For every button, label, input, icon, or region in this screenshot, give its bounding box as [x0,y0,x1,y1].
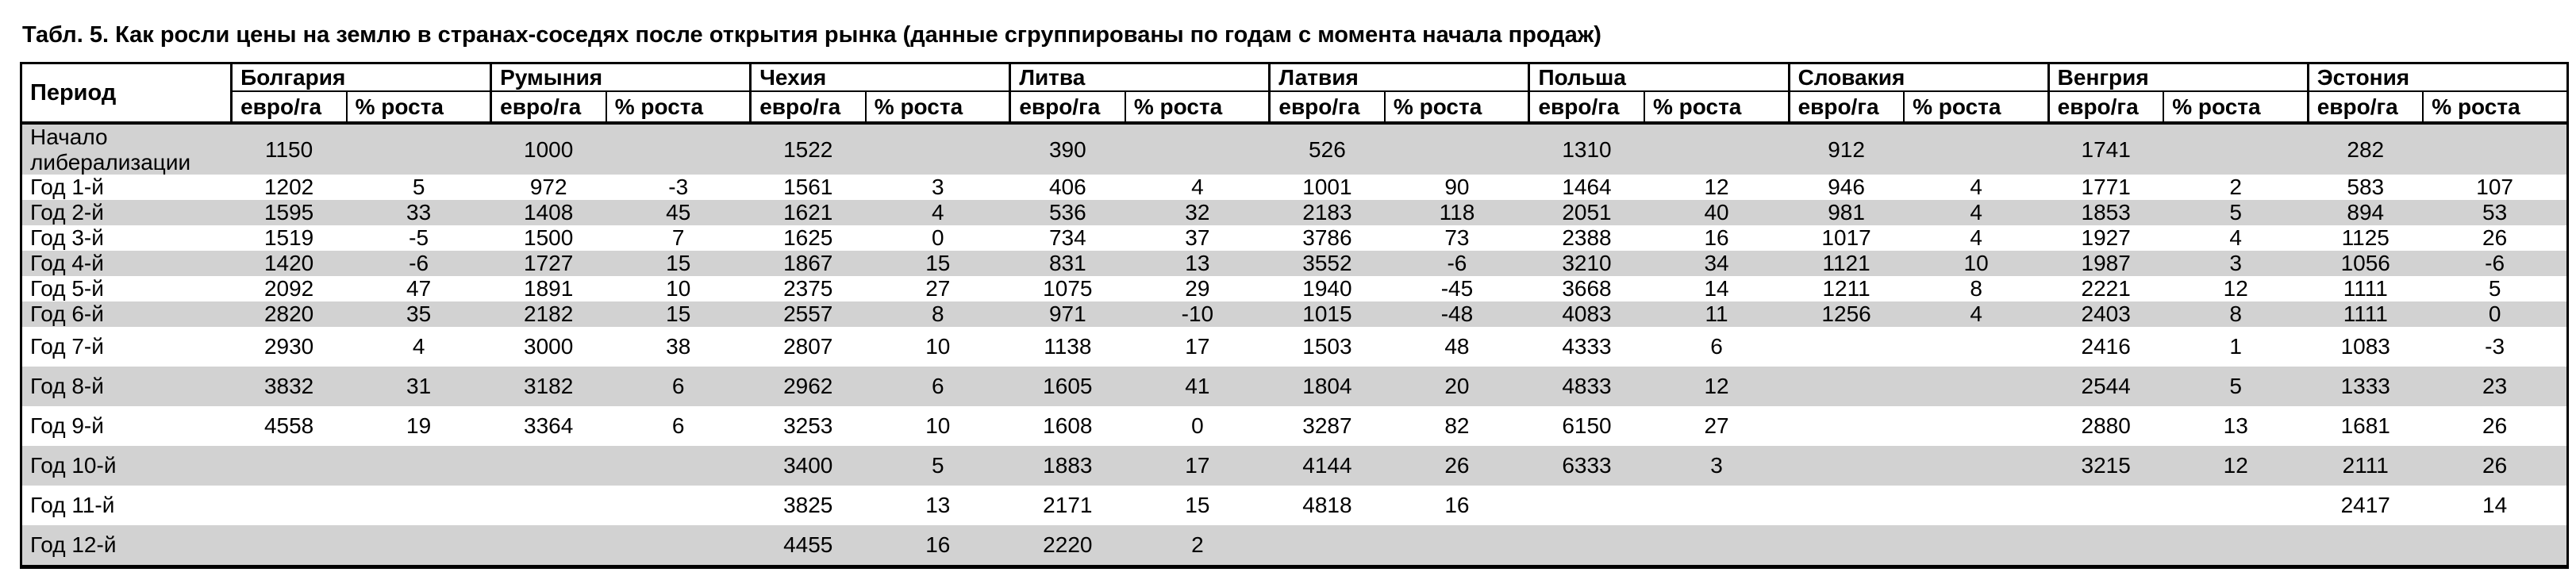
value-pct-growth: 16 [1444,493,1470,518]
value-evro-ga: 1522 [783,136,833,162]
value-evro-ga: 1001 [1302,175,1352,200]
value-evro-ga: 1608 [1043,413,1093,439]
value-evro-ga: 1310 [1562,136,1612,162]
value-evro-ga: 2403 [2081,301,2131,327]
value-pct-growth: 15 [1185,493,1210,518]
country-header: Румыния [491,63,751,92]
country-header: Венгрия [2048,63,2308,92]
value-pct-growth: 33 [406,200,432,225]
value-pct-growth [2423,123,2567,175]
value-evro-ga: 971 [1048,301,1086,327]
table-row [21,175,2568,200]
value-evro-ga: 1000 [524,136,574,162]
period-label: Год 9-й [30,413,104,439]
value-pct-growth: 4 [932,200,944,225]
value-evro-ga: 1256 [1821,301,1871,327]
value-evro-ga: 2171 [1043,493,1093,518]
value-evro-ga: 2807 [783,334,833,359]
value-pct-growth: 32 [1185,200,1210,225]
table-row [21,486,2568,525]
value-pct-growth: 8 [2229,301,2242,327]
value-evro-ga: 1727 [524,251,574,276]
value-pct-growth: 16 [1704,225,1729,251]
value-evro-ga: 2111 [2342,453,2389,478]
value-pct-growth: 13 [2223,413,2248,439]
period-label: Год 7-й [30,334,104,359]
value-pct-growth: 82 [1444,413,1470,439]
value-pct-growth: 19 [406,413,432,439]
value-pct-growth: 31 [406,374,432,399]
value-evro-ga: 1056 [2340,251,2390,276]
value-evro-ga: 3210 [1562,251,1612,276]
table-row [21,276,2568,301]
value-pct-growth: 3 [1710,453,1723,478]
value-evro-ga: 831 [1048,251,1086,276]
subheader-pct-growth: % роста [866,91,1010,123]
value-pct-growth: 90 [1444,175,1470,200]
value-pct-growth: 2 [1191,532,1204,557]
value-pct-growth: 37 [1185,225,1210,251]
subheader-row [21,91,2568,123]
value-evro-ga: 3825 [783,493,833,518]
value-evro-ga [491,486,606,525]
subheader-evro-ga: евро/га [1270,91,1385,123]
value-pct-growth [2163,123,2308,175]
value-pct-growth [606,486,751,525]
value-evro-ga: 1519 [263,225,314,251]
value-evro-ga [491,525,606,566]
value-pct-growth: 40 [1704,200,1729,225]
subheader-pct-growth: % роста [2423,91,2567,123]
table-row [21,301,2568,327]
value-evro-ga: 3668 [1562,276,1612,301]
period-label: Год 6-й [30,301,104,327]
value-evro-ga: 1503 [1302,334,1352,359]
value-evro-ga: 2375 [783,276,833,301]
value-evro-ga: 1605 [1043,374,1093,399]
value-pct-growth [1904,367,2048,406]
subheader-evro-ga: евро/га [1789,91,1904,123]
value-evro-ga: 2820 [263,301,314,327]
value-evro-ga [2048,486,2163,525]
value-pct-growth: 4 [2229,225,2242,251]
value-evro-ga [1789,327,1904,367]
value-pct-growth: 17 [1185,453,1210,478]
value-pct-growth: -3 [668,175,689,200]
period-label: Год 5-й [30,276,104,301]
value-pct-growth: -10 [1181,301,1214,327]
value-pct-growth: 7 [671,225,685,251]
value-pct-growth: 26 [2482,225,2508,251]
value-evro-ga: 894 [2347,200,2385,225]
value-evro-ga: 3215 [2081,453,2131,478]
value-evro-ga: 390 [1048,136,1086,162]
value-pct-growth [606,446,751,486]
period-label: Год 4-й [30,251,104,276]
value-evro-ga: 3182 [524,374,574,399]
subheader-pct-growth: % роста [1904,91,2048,123]
value-evro-ga [1789,525,1904,566]
country-header: Эстония [2308,63,2567,92]
value-pct-growth: 4 [1970,200,1982,225]
table-row [21,367,2568,406]
value-pct-growth: 27 [1704,413,1729,439]
value-evro-ga: 981 [1828,200,1865,225]
value-pct-growth: 38 [666,334,691,359]
value-pct-growth: 12 [1704,374,1729,399]
value-pct-growth: 1 [2229,334,2242,359]
value-evro-ga: 526 [1309,136,1346,162]
country-header-row [21,63,2568,92]
value-evro-ga: 4455 [783,532,833,557]
value-evro-ga: 1150 [264,136,313,162]
value-evro-ga: 3400 [783,453,833,478]
subheader-evro-ga: евро/га [1010,91,1125,123]
value-pct-growth [1644,123,1789,175]
value-pct-growth: 26 [2482,453,2508,478]
value-evro-ga: 1853 [2081,200,2131,225]
value-pct-growth: 17 [1185,334,1210,359]
value-evro-ga: 2182 [524,301,574,327]
value-evro-ga: 4144 [1302,453,1352,478]
value-evro-ga: 3364 [524,413,574,439]
value-pct-growth: 13 [925,493,951,518]
value-pct-growth: -3 [2485,334,2505,359]
table-row [21,123,2568,175]
value-pct-growth: 10 [925,413,951,439]
value-pct-growth: 12 [2223,453,2248,478]
country-header: Чехия [751,63,1010,92]
value-pct-growth [347,525,491,566]
table-row [21,525,2568,566]
value-evro-ga: 2962 [783,374,833,399]
value-evro-ga: 1015 [1302,301,1352,327]
value-pct-growth [1644,525,1789,566]
value-evro-ga: 2388 [1562,225,1612,251]
value-evro-ga [1789,486,1904,525]
value-evro-ga: 1464 [1562,175,1612,200]
value-pct-growth [1904,525,2048,566]
value-pct-growth [347,446,491,486]
value-evro-ga: 2544 [2081,374,2131,399]
value-pct-growth: 26 [2482,413,2508,439]
period-label: Начало либерализации [30,125,191,175]
value-pct-growth [1385,525,1529,566]
value-pct-growth: 15 [925,251,951,276]
value-pct-growth: 45 [666,200,691,225]
value-pct-growth: 11 [1705,301,1728,327]
value-evro-ga: 2880 [2081,413,2131,439]
value-pct-growth: 41 [1185,374,1210,399]
subheader-pct-growth: % роста [1385,91,1529,123]
value-pct-growth: 29 [1185,276,1210,301]
value-evro-ga: 1111 [2343,301,2388,327]
value-evro-ga: 1867 [783,251,833,276]
value-evro-ga: 1771 [2081,175,2131,200]
value-evro-ga: 1500 [524,225,574,251]
value-pct-growth: 5 [2229,374,2242,399]
value-evro-ga: 2051 [1562,200,1612,225]
value-evro-ga: 536 [1048,200,1086,225]
value-pct-growth [606,525,751,566]
value-evro-ga [491,446,606,486]
country-header: Литва [1010,63,1270,92]
value-pct-growth: 6 [932,374,944,399]
value-pct-growth: 4 [412,334,425,359]
value-pct-growth [2423,525,2567,566]
value-pct-growth [2163,486,2308,525]
value-pct-growth [2163,525,2308,566]
value-evro-ga: 972 [529,175,567,200]
value-evro-ga: 2220 [1043,532,1093,557]
table-row [21,251,2568,276]
value-evro-ga: 912 [1828,136,1865,162]
subheader-evro-ga: евро/га [232,91,347,123]
value-evro-ga: 1333 [2340,374,2390,399]
value-evro-ga [232,525,347,566]
subheader-pct-growth: % роста [606,91,751,123]
value-evro-ga [1789,406,1904,446]
value-pct-growth [1904,406,2048,446]
value-pct-growth: -6 [409,251,429,276]
value-evro-ga: 1741 [2081,136,2131,162]
value-pct-growth [1904,327,2048,367]
value-evro-ga: 946 [1828,175,1865,200]
value-pct-growth: 4 [1970,175,1982,200]
value-evro-ga: 1017 [1821,225,1871,251]
value-pct-growth: 20 [1444,374,1470,399]
value-pct-growth [1644,486,1789,525]
period-label: Год 2-й [30,200,104,225]
value-pct-growth: 5 [2229,200,2242,225]
value-evro-ga: 282 [2347,136,2385,162]
value-pct-growth: 6 [671,374,685,399]
value-pct-growth: -6 [1447,251,1467,276]
country-header: Латвия [1270,63,1529,92]
subheader-pct-growth: % роста [1644,91,1789,123]
value-pct-growth: 0 [1191,413,1204,439]
value-pct-growth: 107 [2476,175,2513,200]
value-pct-growth: 4 [1970,225,1982,251]
value-evro-ga: 734 [1048,225,1086,251]
value-pct-growth [1904,486,2048,525]
country-header: Болгария [232,63,491,92]
subheader-pct-growth: % роста [347,91,491,123]
value-evro-ga: 3786 [1302,225,1352,251]
value-evro-ga: 1125 [2341,225,2390,251]
value-evro-ga: 2221 [2081,276,2131,301]
table-row [21,406,2568,446]
value-pct-growth: 15 [666,251,691,276]
table-header [21,63,2568,124]
period-label: Год 10-й [30,453,117,478]
value-pct-growth [1904,123,2048,175]
value-evro-ga [2308,525,2423,566]
value-evro-ga: 2557 [783,301,833,327]
value-pct-growth [1125,123,1270,175]
value-evro-ga: 2930 [263,334,314,359]
value-pct-growth: 10 [925,334,951,359]
value-evro-ga: 4818 [1302,493,1352,518]
value-pct-growth: 8 [1970,276,1982,301]
value-evro-ga [1789,446,1904,486]
value-evro-ga: 3552 [1302,251,1352,276]
value-evro-ga: 1075 [1043,276,1093,301]
value-evro-ga: 6333 [1562,453,1612,478]
value-evro-ga: 3000 [524,334,574,359]
value-pct-growth: -45 [1440,276,1474,301]
table-row [21,200,2568,225]
value-evro-ga [1529,525,1644,566]
subheader-evro-ga: евро/га [1529,91,1644,123]
value-evro-ga [1789,367,1904,406]
value-pct-growth: 5 [2488,276,2501,301]
value-evro-ga [1270,525,1385,566]
value-pct-growth: 26 [1444,453,1470,478]
table-row [21,327,2568,367]
country-header: Словакия [1789,63,2048,92]
subheader-evro-ga: евро/га [2048,91,2163,123]
value-pct-growth [347,123,491,175]
value-pct-growth: 0 [2488,301,2501,327]
value-evro-ga [2048,525,2163,566]
value-evro-ga: 4083 [1562,301,1612,327]
value-pct-growth: 27 [925,276,951,301]
value-pct-growth: -5 [409,225,429,251]
period-column-header: Период [21,63,232,124]
value-pct-growth [347,486,491,525]
value-pct-growth: 12 [1704,175,1729,200]
value-evro-ga: 1561 [783,175,833,200]
value-pct-growth: 0 [932,225,944,251]
value-evro-ga: 4333 [1562,334,1612,359]
value-pct-growth: 3 [932,175,944,200]
value-pct-growth: 53 [2482,200,2508,225]
value-evro-ga [232,486,347,525]
subheader-pct-growth: % роста [2163,91,2308,123]
value-pct-growth: 48 [1444,334,1470,359]
period-label: Год 1-й [30,175,104,200]
value-pct-growth: 16 [925,532,951,557]
value-evro-ga: 3832 [263,374,314,399]
value-pct-growth: 4 [1970,301,1982,327]
value-evro-ga: 2416 [2081,334,2131,359]
value-evro-ga: 1987 [2081,251,2131,276]
value-evro-ga: 2092 [263,276,314,301]
value-evro-ga: 1804 [1302,374,1352,399]
value-pct-growth: 47 [406,276,432,301]
value-evro-ga: 1883 [1043,453,1093,478]
subheader-evro-ga: евро/га [2308,91,2423,123]
value-pct-growth: 5 [932,453,944,478]
value-pct-growth: 13 [1185,251,1210,276]
value-pct-growth: 5 [412,175,425,200]
value-pct-growth: 34 [1704,251,1729,276]
value-evro-ga [232,446,347,486]
value-pct-growth [1904,446,2048,486]
value-pct-growth: -6 [2485,251,2505,276]
value-evro-ga: 1202 [263,175,314,200]
value-evro-ga: 1121 [1822,251,1870,276]
value-pct-growth: 8 [932,301,944,327]
value-pct-growth [1385,123,1529,175]
value-evro-ga: 1891 [524,276,574,301]
country-header: Польша [1529,63,1789,92]
value-pct-growth: 2 [2229,175,2242,200]
table-title: Табл. 5. Как росли цены на землю в странах-соседях после открытия рынка (данные сгруппированы по годам с момента начала продаж) [22,22,1601,48]
value-pct-growth: 6 [671,413,685,439]
value-evro-ga: 1138 [1044,334,1092,359]
value-evro-ga: 1111 [2343,276,2388,301]
value-pct-growth: 10 [1963,251,1989,276]
period-label: Год 12-й [30,532,117,558]
value-pct-growth: 73 [1444,225,1470,251]
value-evro-ga: 4558 [263,413,314,439]
value-evro-ga: 583 [2347,175,2385,200]
table-body [21,123,2568,566]
table-row [21,225,2568,251]
value-pct-growth: 23 [2482,374,2508,399]
value-evro-ga: 1083 [2340,334,2390,359]
value-evro-ga: 1595 [263,200,314,225]
period-label: Год 11-й [30,493,115,518]
value-pct-growth: 15 [666,301,691,327]
value-evro-ga: 2417 [2340,493,2390,518]
table-row [21,446,2568,486]
land-prices-table [20,62,2569,569]
value-evro-ga: 1420 [263,251,314,276]
subheader-pct-growth: % роста [1125,91,1270,123]
value-pct-growth: 4 [1191,175,1204,200]
subheader-evro-ga: евро/га [751,91,866,123]
value-pct-growth: 14 [2482,493,2508,518]
value-pct-growth: 35 [406,301,432,327]
value-evro-ga: 1681 [2340,413,2390,439]
value-pct-growth: 118 [1439,200,1475,225]
value-evro-ga: 6150 [1562,413,1612,439]
period-label: Год 3-й [30,225,104,251]
value-evro-ga: 406 [1048,175,1086,200]
value-evro-ga: 1408 [524,200,574,225]
value-pct-growth: -48 [1440,301,1474,327]
value-evro-ga: 1625 [783,225,833,251]
value-evro-ga: 3253 [783,413,833,439]
value-evro-ga: 1621 [783,200,833,225]
subheader-evro-ga: евро/га [491,91,606,123]
value-evro-ga: 1927 [2081,225,2131,251]
value-pct-growth [866,123,1010,175]
period-label: Год 8-й [30,374,104,399]
value-pct-growth: 10 [666,276,691,301]
value-pct-growth: 14 [1704,276,1729,301]
value-evro-ga: 4833 [1562,374,1612,399]
value-evro-ga: 3287 [1302,413,1352,439]
value-evro-ga: 1211 [1822,276,1870,301]
value-pct-growth: 12 [2223,276,2248,301]
value-pct-growth: 6 [1710,334,1723,359]
value-pct-growth: 3 [2229,251,2242,276]
value-pct-growth [606,123,751,175]
value-evro-ga [1529,486,1644,525]
value-evro-ga: 2183 [1302,200,1352,225]
value-evro-ga: 1940 [1302,276,1352,301]
